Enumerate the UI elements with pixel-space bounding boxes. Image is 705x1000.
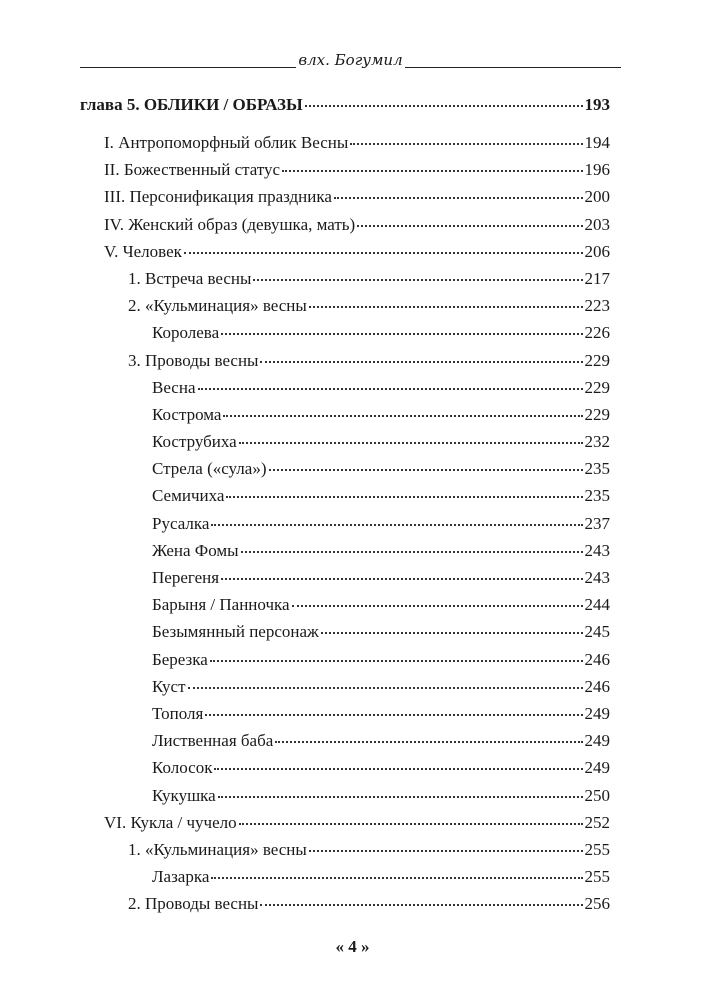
toc-entry[interactable] [80,786,610,813]
toc-entry[interactable] [80,215,610,242]
header-author: влх. Богумил [298,51,403,69]
dot-leader [223,415,582,417]
toc-entry-title: 2. «Кульминация» весны [128,296,307,316]
toc-entry[interactable] [80,133,610,160]
page-number: « 4 » [335,937,370,956]
dot-leader [210,660,583,662]
dot-leader [309,850,583,852]
toc-entry-title: II. Божественный статус [104,160,281,180]
toc-entry-page: 206 [584,241,610,261]
toc-entry-page: 245 [584,622,610,642]
toc-entry[interactable] [80,541,610,568]
toc-entry-page: 200 [584,187,610,207]
toc-entry-title: Колосок [152,758,213,778]
toc-entry-title: IV. Женский образ (девушка, мать) [104,214,356,234]
dot-leader [211,877,582,879]
toc-entry[interactable] [80,160,610,187]
table-of-contents [80,95,610,921]
dot-leader [218,796,583,798]
toc-entry-title: Лиственная баба [152,731,274,751]
toc-entry-title: Тополя [152,703,204,723]
toc-entry-title: 3. Проводы весны [128,350,259,370]
toc-entry-title: III. Персонификация праздника [104,187,332,207]
dot-leader [292,605,583,607]
toc-entry-page: 249 [584,758,610,778]
dot-leader [357,225,582,227]
toc-entry-title: 1. Встреча весны [128,268,252,288]
toc-entry-page: 232 [584,432,610,452]
dot-leader [205,714,582,716]
toc-entry-page: 249 [584,731,610,751]
dot-leader [282,170,582,172]
toc-entry-page: 229 [584,377,610,397]
toc-entry-title: 1. «Кульминация» весны [128,839,307,859]
dot-leader [269,469,583,471]
dot-leader [305,105,583,107]
toc-entry-page: 226 [584,323,610,343]
toc-entry[interactable] [80,514,610,541]
toc-entry-title: Куст [152,676,186,696]
toc-entry-title: глава 5. ОБЛИКИ / ОБРАЗЫ [80,95,303,114]
toc-entry-page: 229 [584,350,610,370]
header-rule-right [405,67,621,68]
toc-entry-page: 250 [584,785,610,805]
toc-entry-page: 246 [584,676,610,696]
header-rule-left [80,67,296,68]
dot-leader [221,333,582,335]
toc-entry-title: Перегеня [152,568,220,587]
toc-entry-title: Королева [152,323,220,343]
toc-entry[interactable] [80,432,610,459]
dot-leader [226,496,582,498]
toc-entry-title: Лазарка [152,867,210,887]
toc-entry-page: 244 [584,595,610,615]
toc-entry-title: Барыня / Панночка [152,595,290,615]
toc-entry-page: 203 [584,214,610,234]
toc-entry-title: VI. Кукла / чучело [104,812,237,832]
toc-entry-page: 235 [584,486,610,506]
toc-entry[interactable] [80,242,610,269]
toc-entry-title: Кукушка [152,785,216,805]
toc-entry-title: Стрела («сула») [152,459,267,479]
toc-entry-title: Русалка [152,513,210,533]
toc-entry[interactable] [80,894,610,921]
toc-entry-title: Весна [152,377,196,397]
toc-entry-page: 252 [584,812,610,832]
dot-leader [214,768,582,770]
toc-entry[interactable] [80,704,610,731]
toc-entry[interactable] [80,650,610,677]
dot-leader [350,143,582,145]
dot-leader [188,687,583,689]
toc-entry[interactable] [80,269,610,296]
toc-entry-page: 243 [584,540,610,560]
toc-entry-title: I. Антропоморфный облик Весны [104,133,349,152]
dot-leader [275,741,582,743]
toc-entry-title: Кострубиха [152,432,237,452]
dot-leader [221,578,582,580]
toc-entry[interactable] [80,405,610,432]
toc-entry[interactable] [80,813,610,840]
toc-entry[interactable] [80,187,610,214]
dot-leader [309,306,583,308]
toc-entry[interactable] [80,840,610,867]
toc-entry-page: 194 [584,133,610,152]
toc-chapter-entry[interactable] [80,95,610,133]
toc-entry-page: 223 [584,296,610,316]
toc-entry-title: Кострома [152,404,222,424]
toc-entry-title: Семичиха [152,486,225,506]
toc-entry-page: 217 [584,268,610,288]
dot-leader [198,388,583,390]
toc-entry-page: 249 [584,703,610,723]
toc-entry[interactable] [80,731,610,758]
toc-entry-page: 193 [584,95,610,114]
running-header [80,46,621,74]
toc-entry[interactable] [80,568,610,595]
toc-entry[interactable] [80,351,610,378]
toc-entry-title: Безымянный персонаж [152,622,319,642]
toc-entry[interactable] [80,677,610,704]
toc-entry-title: 2. Проводы весны [128,894,259,914]
toc-entry[interactable] [80,622,610,649]
toc-entry-page: 246 [584,649,610,669]
dot-leader [260,361,582,363]
dot-leader [239,442,583,444]
toc-entry-title: Жена Фомы [152,540,239,560]
toc-entry-page: 255 [584,839,610,859]
toc-entry[interactable] [80,459,610,486]
dot-leader [321,632,583,634]
toc-entry-title: V. Человек [104,241,182,261]
dot-leader [253,279,582,281]
toc-entry-title: Березка [152,649,208,669]
toc-entry[interactable] [80,486,610,513]
toc-entry[interactable] [80,378,610,405]
dot-leader [239,823,583,825]
dot-leader [334,197,583,199]
toc-entry[interactable] [80,867,610,894]
dot-leader [260,904,582,906]
toc-entry-page: 256 [584,894,610,914]
dot-leader [184,252,583,254]
toc-entry-page: 243 [584,568,610,587]
dot-leader [211,524,582,526]
toc-entry[interactable] [80,758,610,785]
dot-leader [241,551,583,553]
toc-entry[interactable] [80,323,610,350]
toc-entry-page: 196 [584,160,610,180]
toc-entry-page: 229 [584,404,610,424]
toc-entry-page: 235 [584,459,610,479]
toc-entry[interactable] [80,595,610,622]
toc-entry-page: 237 [584,513,610,533]
toc-entry-page: 255 [584,867,610,887]
toc-entry[interactable] [80,296,610,323]
